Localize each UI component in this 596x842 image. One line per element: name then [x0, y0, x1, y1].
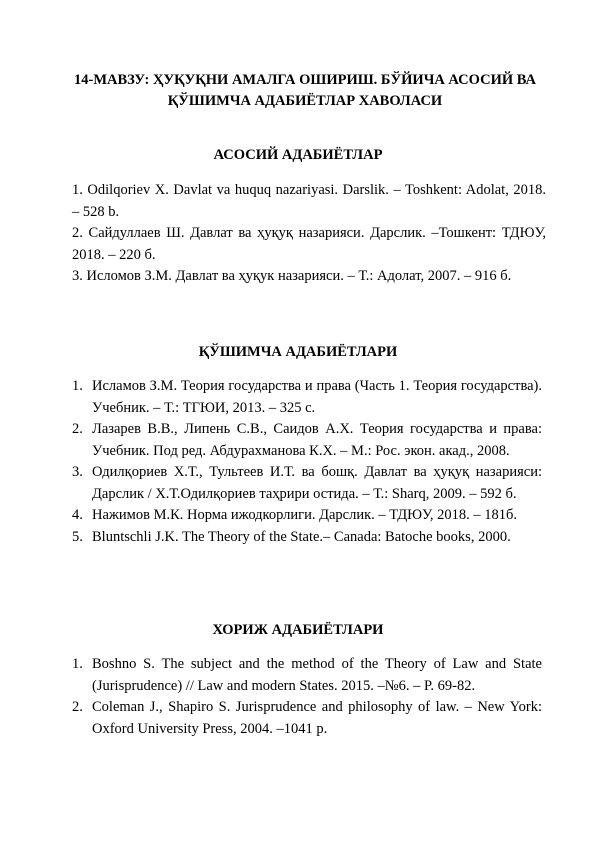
list-item-number: 3.: [72, 464, 83, 480]
list-item-number: 2.: [72, 699, 83, 715]
list-item-text: Исламов З.М. Теория государства и права (Часть 1. Теория государства). Учебник. – Т.: ТГЮИ, 2013. – 325 с.: [92, 378, 542, 416]
foreign-literature-heading: ХОРИЖ АДАБИЁТЛАРИ: [212, 622, 384, 638]
list-item: [72, 376, 542, 419]
main-literature-item: 1. Odilqoriev X. Davlat va huquq nazariyasi. Darslik. – Toshkent: Adolat, 2018. – 528 b.: [72, 182, 546, 220]
list-item-number: 1.: [72, 656, 83, 672]
list-item-text: Coleman J., Shapiro S. Jurisprudence and philosophy of law. – New York: Oxford University Press, 2004. –1041 p.: [92, 699, 542, 737]
main-literature-heading: АСОСИЙ АДАБИЁТЛАР: [213, 147, 383, 163]
list-item: [72, 505, 542, 527]
list-item-number: 5.: [72, 528, 83, 545]
additional-literature-heading: ҚЎШИМЧА АДАБИЁТЛАРИ: [198, 344, 398, 360]
list-item-text: Bluntschli J.K. The Theory of the State.– Canada: Batoche books, 2000.: [92, 528, 511, 545]
list-item: [72, 419, 542, 462]
foreign-literature-list: [72, 654, 542, 740]
list-item-text: Boshno S. The subject and the method of the Theory of Law and State (Jurisprudence) // Law and modern States. 2015. –№6. – P. 69-82.: [92, 656, 542, 694]
list-item-text: Нажимов М.К. Норма ижодкорлиги. Дарслик. – ТДЮУ, 2018. – 181б.: [92, 507, 518, 523]
list-item: [72, 697, 542, 740]
list-item: [72, 462, 542, 505]
main-literature-item: 3. Исломов З.М. Давлат ва ҳуқук назарияси. – Т.: Адолат, 2007. – 916 б.: [72, 268, 512, 284]
list-item: [72, 527, 542, 549]
list-item-text: Одилқориев Х.Т., Тультеев И.Т. ва бошқ. Давлат ва ҳуқуқ назарияси: Дарслик / Х.Т.Одилқориев таҳрири остида. – Т.: Sharq, 2009. – 592 б.: [92, 464, 542, 502]
page-title: 14-МАВЗУ: ҲУҚУҚНИ АМАЛГА ОШИРИШ. БЎЙИЧА АСОСИЙ ВА ҚЎШИМЧА АДАБИЁТЛАР ХАВОЛАСИ: [73, 72, 536, 109]
list-item-number: 2.: [72, 421, 83, 437]
list-item-text: Лазарев В.В., Липень С.В., Саидов А.Х. Теория государства и права: Учебник. Под ред. Абдурахманова К.Х. – М.: Рос. экон. акад., 2008.: [92, 421, 542, 459]
list-item: [72, 654, 542, 697]
additional-literature-list: [72, 376, 542, 548]
list-item-number: 1.: [72, 378, 83, 394]
main-literature-item: 2. Сайдуллаев Ш. Давлат ва ҳуқуқ назарияси. Дарслик. –Тошкент: ТДЮУ, 2018. – 220 б.: [72, 225, 546, 263]
list-item-number: 4.: [72, 507, 83, 523]
